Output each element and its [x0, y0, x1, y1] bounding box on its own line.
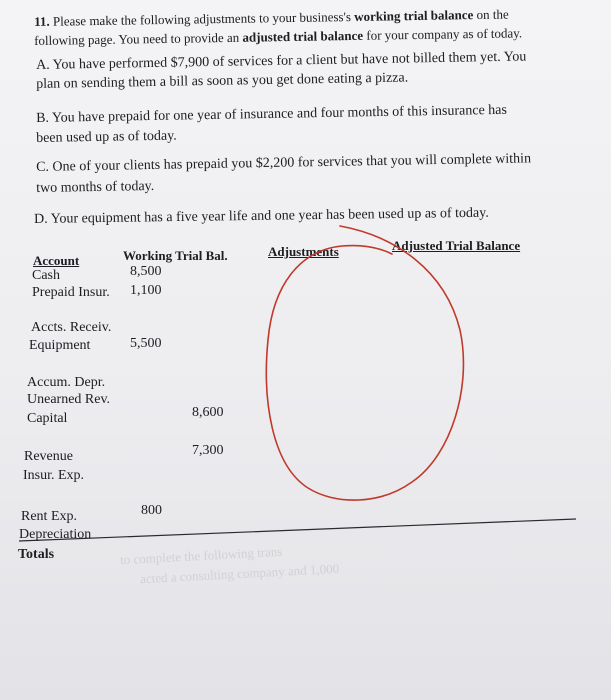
header-adjusted-trial-balance: Adjusted Trial Balance	[392, 238, 521, 253]
header-working-trial-balance: Working Trial Bal.	[123, 248, 228, 263]
row-prepaid-debit: 1,100	[130, 283, 162, 298]
hand-drawn-circle	[266, 226, 463, 500]
problem-number: 11.	[34, 13, 50, 29]
item-a-line-1: A. You have performed $7,900 of services for a client but have not billed them yet. You	[36, 49, 527, 73]
problem-intro-line-2: following page. You need to provide an adjusted trial balance for your company as of today.	[34, 25, 523, 48]
row-equipment-debit: 5,500	[130, 336, 162, 351]
row-capital-credit: 8,600	[192, 405, 224, 420]
item-a-line-2: plan on sending them a bill as soon as you get done eating a pizza.	[36, 70, 409, 92]
row-prepaid-label: Prepaid Insur.	[32, 285, 110, 300]
item-b-line-1: B. You have prepaid for one year of insurance and four months of this insurance has	[36, 102, 508, 126]
item-d-line: D. Your equipment has a five year life and one year has been used up as of today.	[34, 205, 489, 227]
item-c-line-2: two months of today.	[36, 178, 155, 196]
item-c-line-1: C. One of your clients has prepaid you $2,200 for services that you will complete within	[36, 151, 532, 175]
header-account: Account	[33, 253, 80, 268]
totals-rule-line	[19, 519, 576, 541]
row-insurance-expense-label: Insur. Exp.	[23, 468, 85, 483]
row-revenue-label: Revenue	[24, 449, 73, 464]
item-b-line-2: been used up as of today.	[36, 128, 177, 146]
row-revenue-credit: 7,300	[192, 443, 224, 458]
row-unearned-label: Unearned Rev.	[27, 392, 111, 407]
row-cash-label: Cash	[32, 268, 60, 283]
row-accum-depr-label: Accum. Depr.	[27, 375, 106, 390]
problem-intro-line-1: 11. Please make the following adjustments to your business's working trial balance on the	[34, 6, 509, 29]
row-cash-debit: 8,500	[130, 264, 162, 279]
row-depreciation-label: Depreciation	[19, 527, 92, 542]
row-rent-expense-debit: 800	[141, 503, 162, 518]
row-capital-label: Capital	[27, 411, 68, 426]
bleed-through-text-1: to complete the following trans	[119, 543, 283, 568]
header-adjustments: Adjustments	[268, 244, 339, 259]
row-receivable-label: Accts. Receiv.	[31, 320, 112, 335]
row-totals-label: Totals	[18, 547, 55, 562]
bleed-through-text-2: acted a consulting company and 1,000	[139, 560, 340, 587]
row-rent-expense-label: Rent Exp.	[21, 509, 77, 524]
row-equipment-label: Equipment	[29, 338, 91, 353]
